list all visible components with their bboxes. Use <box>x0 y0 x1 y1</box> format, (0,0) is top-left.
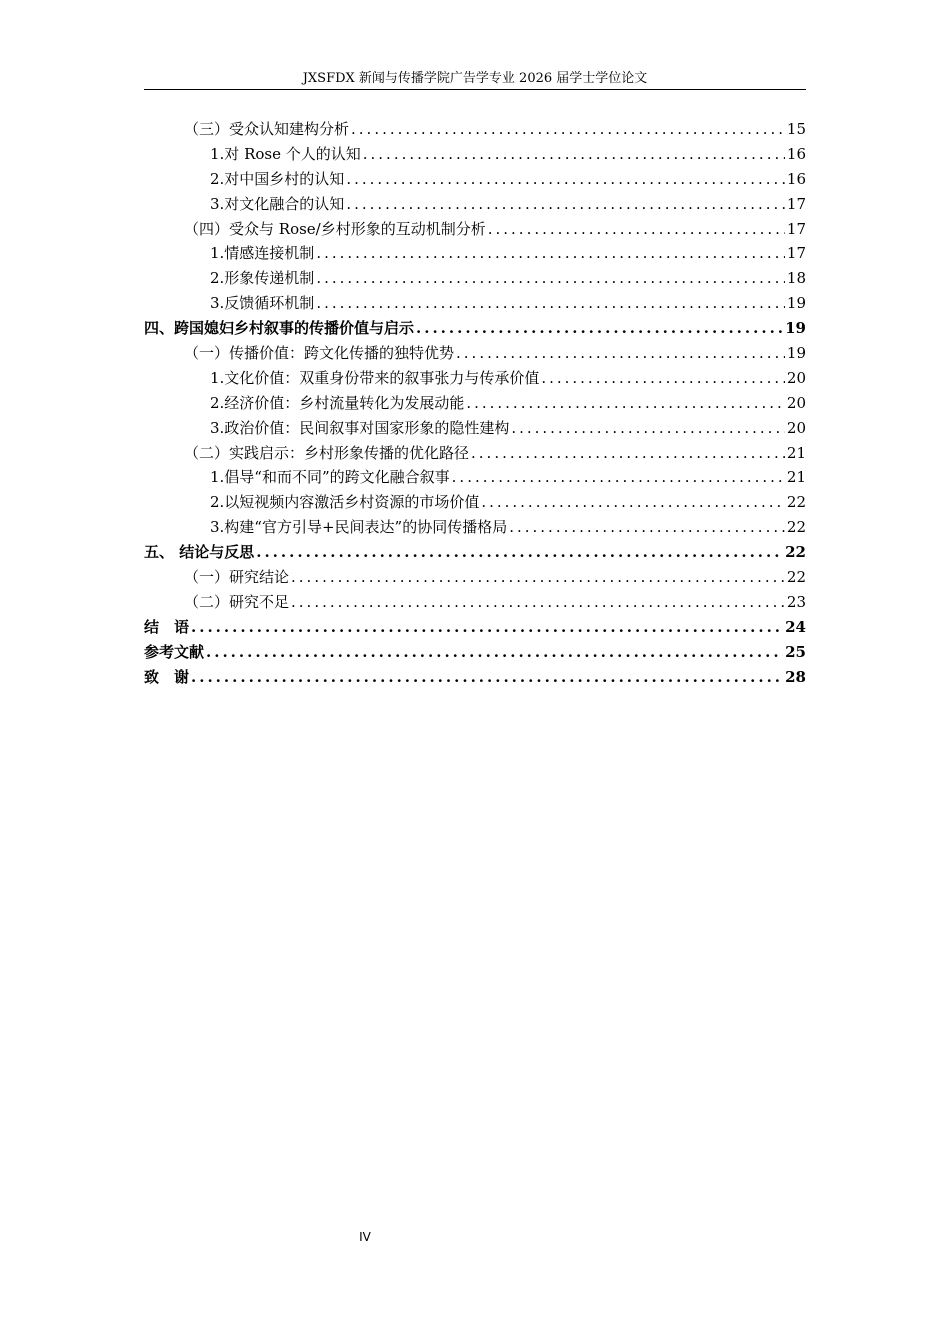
toc-entry[interactable] <box>144 490 806 515</box>
toc-dot-leader <box>191 615 783 640</box>
toc-dot-leader <box>191 665 783 690</box>
toc-entry[interactable] <box>144 465 806 490</box>
toc-entry-page: 24 <box>785 617 806 636</box>
toc-entry[interactable] <box>144 366 806 391</box>
page-number: IV <box>359 1230 371 1244</box>
toc-entry-page: 17 <box>786 244 806 263</box>
toc-entry-title: （四）受众与 Rose/乡村形象的互动机制分析 <box>184 219 486 238</box>
toc-entry-title: 1.对 Rose 个人的认知 <box>210 144 361 163</box>
toc-entry-page: 18 <box>786 269 806 288</box>
toc-entry[interactable] <box>144 316 806 341</box>
toc-dot-leader <box>363 142 785 167</box>
running-header: JXSFDX 新闻与传播学院广告学专业 2026 届学士学位论文 <box>302 71 648 86</box>
toc-dot-leader <box>452 465 785 490</box>
toc-entry[interactable] <box>144 266 806 291</box>
toc-entry-page: 28 <box>785 667 806 686</box>
toc-entry-title: 参考文献 <box>144 642 205 661</box>
toc-entry-title: 2.形象传递机制 <box>210 269 315 288</box>
toc-entry-title: （一）传播价值：跨文化传播的独特优势 <box>184 344 455 363</box>
toc-entry[interactable] <box>144 291 806 316</box>
toc-entry-title: 3.政治价值：民间叙事对国家形象的隐性建构 <box>210 418 510 437</box>
toc-entry[interactable] <box>144 665 806 690</box>
toc-entry-page: 21 <box>786 443 806 462</box>
toc-entry-title: （一）研究结论 <box>184 568 290 587</box>
toc-entry-page: 25 <box>785 642 806 661</box>
toc-entry-page: 22 <box>786 493 806 512</box>
toc-dot-leader <box>471 441 785 466</box>
toc-entry[interactable] <box>144 167 806 192</box>
toc-entry-title: 2.经济价值：乡村流量转化为发展动能 <box>210 393 465 412</box>
toc-dot-leader <box>291 590 785 615</box>
toc-entry[interactable] <box>144 192 806 217</box>
toc-entry-page: 17 <box>786 219 806 238</box>
toc-entry-page: 22 <box>786 518 806 537</box>
toc-entry-page: 20 <box>786 418 806 437</box>
toc-entry-title: 四、跨国媳妇乡村叙事的传播价值与启示 <box>144 319 415 338</box>
toc-entry-title: 2.以短视频内容激活乡村资源的市场价值 <box>210 493 480 512</box>
toc-entry[interactable] <box>144 391 806 416</box>
toc-entry-title: 3.构建“官方引导+民间表达”的协同传播格局 <box>210 518 508 537</box>
toc-entry-title: 3.对文化融合的认知 <box>210 194 345 213</box>
toc-entry-page: 22 <box>785 543 806 562</box>
toc-entry-page: 19 <box>785 319 806 338</box>
toc-entry[interactable] <box>144 416 806 441</box>
toc-entry-title: 1.情感连接机制 <box>210 244 315 263</box>
toc-dot-leader <box>316 291 785 316</box>
toc-entry-page: 20 <box>786 393 806 412</box>
toc-dot-leader <box>416 316 783 341</box>
toc-entry[interactable] <box>144 590 806 615</box>
toc-dot-leader <box>346 167 785 192</box>
toc-dot-leader <box>316 241 785 266</box>
toc-dot-leader <box>466 391 785 416</box>
toc-entry-page: 19 <box>786 344 806 363</box>
toc-dot-leader <box>346 192 785 217</box>
toc-entry-page: 17 <box>786 194 806 213</box>
toc-dot-leader <box>351 117 785 142</box>
toc-entry[interactable] <box>144 217 806 242</box>
toc-entry-title: 致 谢 <box>144 667 190 686</box>
toc-entry[interactable] <box>144 241 806 266</box>
header-rule <box>144 89 806 90</box>
toc-entry-page: 20 <box>786 368 806 387</box>
toc-entry-title: 1.倡导“和而不同”的跨文化融合叙事 <box>210 468 450 487</box>
toc-entry-page: 21 <box>786 468 806 487</box>
toc-entry[interactable] <box>144 117 806 142</box>
toc-entry-title: 结 语 <box>144 617 190 636</box>
toc-dot-leader <box>541 366 785 391</box>
toc-dot-leader <box>291 565 785 590</box>
toc-entry-page: 16 <box>786 169 806 188</box>
toc-entry[interactable] <box>144 565 806 590</box>
toc-dot-leader <box>256 540 783 565</box>
toc-entry-page: 23 <box>786 592 806 611</box>
toc-entry-title: （二）研究不足 <box>184 592 290 611</box>
toc-dot-leader <box>456 341 785 366</box>
toc-entry[interactable] <box>144 142 806 167</box>
toc-entry-title: （二）实践启示：乡村形象传播的优化路径 <box>184 443 470 462</box>
toc-entry-title: 2.对中国乡村的认知 <box>210 169 345 188</box>
toc-dot-leader <box>488 217 785 242</box>
toc-entry-page: 16 <box>786 144 806 163</box>
toc-entry-page: 19 <box>786 294 806 313</box>
toc-entry[interactable] <box>144 441 806 466</box>
toc-dot-leader <box>481 490 785 515</box>
toc-entry-title: 3.反馈循环机制 <box>210 294 315 313</box>
toc-entry[interactable] <box>144 615 806 640</box>
table-of-contents <box>144 117 806 689</box>
toc-entry-page: 15 <box>786 120 806 138</box>
toc-dot-leader <box>511 416 785 441</box>
toc-entry-page: 22 <box>786 568 806 587</box>
toc-entry[interactable] <box>144 515 806 540</box>
toc-dot-leader <box>206 640 783 665</box>
toc-entry-title: 1.文化价值：双重身份带来的叙事张力与传承价值 <box>210 368 540 387</box>
toc-entry[interactable] <box>144 540 806 565</box>
toc-entry-title: 五、 结论与反思 <box>144 543 255 562</box>
toc-entry[interactable] <box>144 640 806 665</box>
toc-dot-leader <box>316 266 785 291</box>
toc-dot-leader <box>509 515 785 540</box>
toc-entry[interactable] <box>144 341 806 366</box>
toc-entry-title: （三）受众认知建构分析 <box>184 120 350 138</box>
